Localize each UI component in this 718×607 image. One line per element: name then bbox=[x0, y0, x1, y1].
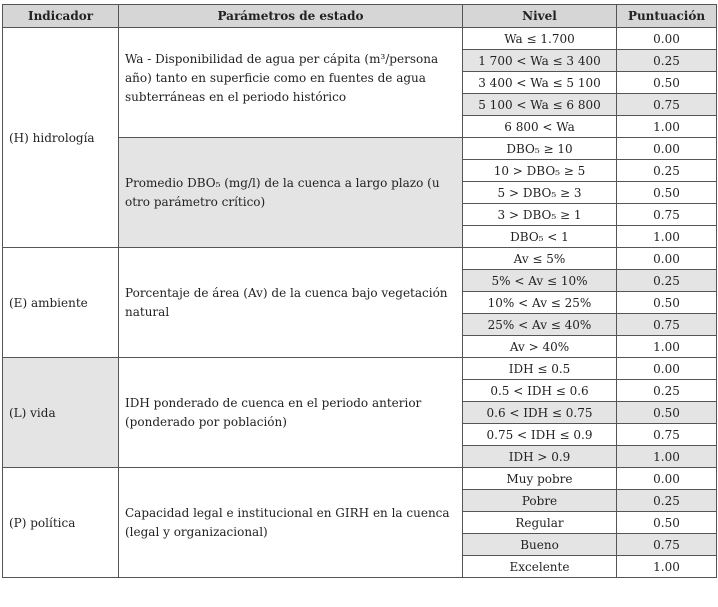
level-cell: 25% < Av ≤ 40% bbox=[463, 314, 617, 336]
score-cell: 0.50 bbox=[617, 292, 717, 314]
level-cell: 5% < Av ≤ 10% bbox=[463, 270, 617, 292]
indicator-hydrology: (H) hidrología bbox=[3, 28, 119, 248]
level-cell: 5 > DBO₅ ≥ 3 bbox=[463, 182, 617, 204]
score-cell: 0.75 bbox=[617, 424, 717, 446]
score-cell: 0.50 bbox=[617, 72, 717, 94]
level-cell: 5 100 < Wa ≤ 6 800 bbox=[463, 94, 617, 116]
score-cell: 1.00 bbox=[617, 116, 717, 138]
level-cell: IDH > 0.9 bbox=[463, 446, 617, 468]
score-cell: 0.25 bbox=[617, 160, 717, 182]
param-dbo5: Promedio DBO₅ (mg/l) de la cuenca a largo plazo (u otro parámetro crítico) bbox=[119, 138, 463, 248]
score-cell: 0.50 bbox=[617, 512, 717, 534]
level-cell: 6 800 < Wa bbox=[463, 116, 617, 138]
param-girh-capacity: Capacidad legal e institucional en GIRH en la cuenca (legal y organizacional) bbox=[119, 468, 463, 578]
level-cell: Muy pobre bbox=[463, 468, 617, 490]
indicator-politics: (P) política bbox=[3, 468, 119, 578]
score-cell: 0.25 bbox=[617, 490, 717, 512]
header-score: Puntuación bbox=[617, 5, 717, 28]
score-cell: 0.00 bbox=[617, 28, 717, 50]
level-cell: 3 400 < Wa ≤ 5 100 bbox=[463, 72, 617, 94]
level-cell: 10 > DBO₅ ≥ 5 bbox=[463, 160, 617, 182]
level-cell: Regular bbox=[463, 512, 617, 534]
level-cell: 1 700 < Wa ≤ 3 400 bbox=[463, 50, 617, 72]
table-row bbox=[3, 28, 717, 50]
score-cell: 0.00 bbox=[617, 248, 717, 270]
header-parameters: Parámetros de estado bbox=[119, 5, 463, 28]
table-row bbox=[3, 468, 717, 490]
score-cell: 1.00 bbox=[617, 556, 717, 578]
level-cell: 10% < Av ≤ 25% bbox=[463, 292, 617, 314]
param-vegetation: Porcentaje de área (Av) de la cuenca bajo vegetación natural bbox=[119, 248, 463, 358]
level-cell: DBO₅ < 1 bbox=[463, 226, 617, 248]
score-cell: 0.75 bbox=[617, 534, 717, 556]
score-cell: 0.00 bbox=[617, 468, 717, 490]
score-cell: 0.00 bbox=[617, 138, 717, 160]
level-cell: 0.75 < IDH ≤ 0.9 bbox=[463, 424, 617, 446]
score-cell: 0.25 bbox=[617, 380, 717, 402]
score-cell: 1.00 bbox=[617, 446, 717, 468]
level-cell: Av ≤ 5% bbox=[463, 248, 617, 270]
level-cell: Wa ≤ 1.700 bbox=[463, 28, 617, 50]
score-cell: 0.25 bbox=[617, 270, 717, 292]
header-level: Nivel bbox=[463, 5, 617, 28]
level-cell: IDH ≤ 0.5 bbox=[463, 358, 617, 380]
level-cell: DBO₅ ≥ 10 bbox=[463, 138, 617, 160]
score-cell: 1.00 bbox=[617, 336, 717, 358]
level-cell: Pobre bbox=[463, 490, 617, 512]
score-cell: 1.00 bbox=[617, 226, 717, 248]
table-row bbox=[3, 248, 717, 270]
level-cell: Av > 40% bbox=[463, 336, 617, 358]
score-cell: 0.50 bbox=[617, 402, 717, 424]
score-cell: 0.75 bbox=[617, 314, 717, 336]
level-cell: Bueno bbox=[463, 534, 617, 556]
score-cell: 0.75 bbox=[617, 204, 717, 226]
level-cell: 0.6 < IDH ≤ 0.75 bbox=[463, 402, 617, 424]
score-cell: 0.25 bbox=[617, 50, 717, 72]
level-cell: Excelente bbox=[463, 556, 617, 578]
indicator-life: (L) vida bbox=[3, 358, 119, 468]
score-cell: 0.75 bbox=[617, 94, 717, 116]
level-cell: 3 > DBO₅ ≥ 1 bbox=[463, 204, 617, 226]
param-idh: IDH ponderado de cuenca en el periodo anterior (ponderado por población) bbox=[119, 358, 463, 468]
param-water-availability: Wa - Disponibilidad de agua per cápita (m³/persona año) tanto en superficie como en fuentes de agua subterráneas en el periodo histórico bbox=[119, 28, 463, 138]
header-row bbox=[3, 5, 717, 28]
indicator-environment: (E) ambiente bbox=[3, 248, 119, 358]
header-indicator: Indicador bbox=[3, 5, 119, 28]
table-row bbox=[3, 358, 717, 380]
score-cell: 0.00 bbox=[617, 358, 717, 380]
indicator-table bbox=[2, 4, 717, 578]
level-cell: 0.5 < IDH ≤ 0.6 bbox=[463, 380, 617, 402]
score-cell: 0.50 bbox=[617, 182, 717, 204]
